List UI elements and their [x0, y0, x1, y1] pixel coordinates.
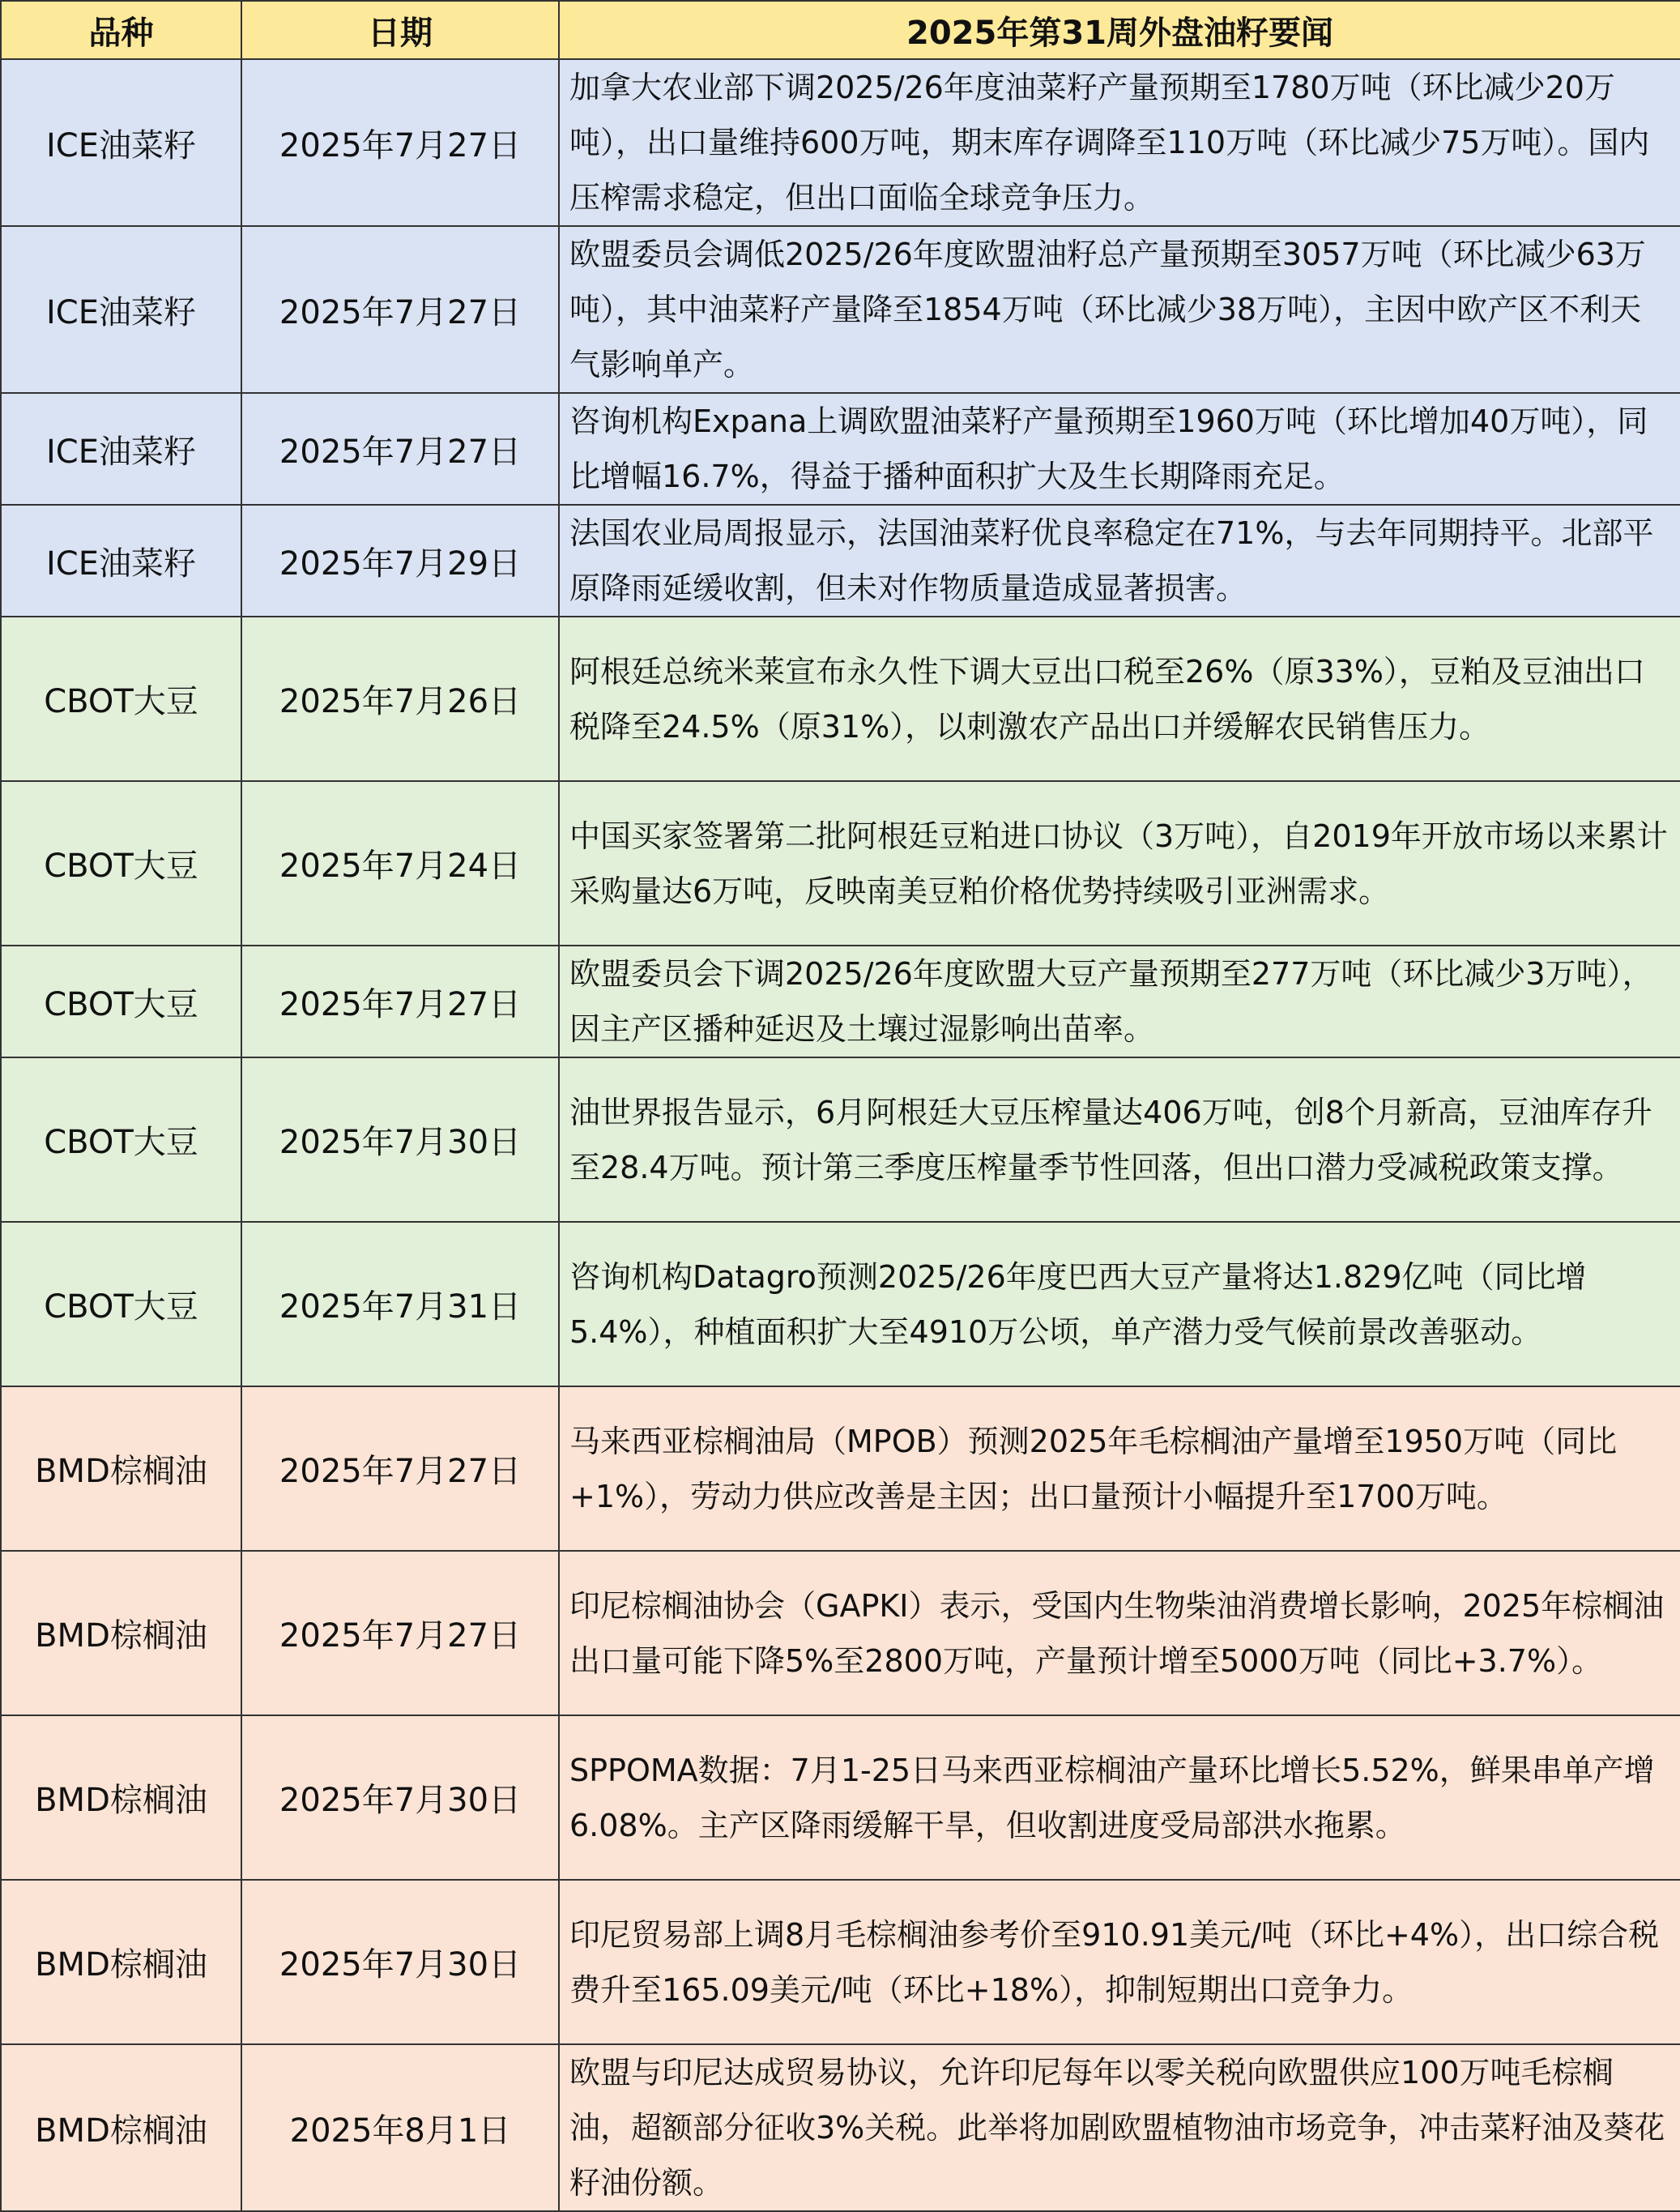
table-row	[1, 1880, 1680, 2044]
row-date: 2025年7月27日	[241, 946, 559, 1057]
row-date: 2025年7月30日	[241, 1057, 559, 1222]
row-date: 2025年7月26日	[241, 617, 559, 781]
table-header-row	[1, 1, 1680, 59]
row-date: 2025年7月31日	[241, 1222, 559, 1386]
table-row	[1, 1222, 1680, 1386]
row-date: 2025年7月27日	[241, 226, 559, 393]
row-category: CBOT大豆	[1, 781, 241, 946]
row-date: 2025年7月30日	[241, 1715, 559, 1880]
row-date: 2025年7月27日	[241, 393, 559, 505]
row-news-text: 欧盟委员会调低2025/26年度欧盟油籽总产量预期至3057万吨（环比减少63万吨），其中油菜籽产量降至1854万吨（环比减少38万吨），主因中欧产区不利天气影响单产。	[559, 226, 1680, 393]
row-category: CBOT大豆	[1, 617, 241, 781]
row-category: BMD棕榈油	[1, 1551, 241, 1715]
header-news-title: 2025年第31周外盘油籽要闻	[559, 1, 1680, 59]
table-row	[1, 2044, 1680, 2211]
row-category: BMD棕榈油	[1, 2044, 241, 2211]
table-row	[1, 393, 1680, 505]
row-news-text: 印尼棕榈油协会（GAPKI）表示，受国内生物柴油消费增长影响，2025年棕榈油出口量可能下降5%至2800万吨，产量预计增至5000万吨（同比+3.7%）。	[559, 1551, 1680, 1715]
row-date: 2025年7月30日	[241, 1880, 559, 2044]
row-date: 2025年7月27日	[241, 1386, 559, 1551]
row-date: 2025年7月27日	[241, 59, 559, 226]
row-category: ICE油菜籽	[1, 393, 241, 505]
table-row	[1, 781, 1680, 946]
row-category: CBOT大豆	[1, 946, 241, 1057]
row-news-text: SPPOMA数据：7月1-25日马来西亚棕榈油产量环比增长5.52%，鲜果串单产增6.08%。主产区降雨缓解干旱，但收割进度受局部洪水拖累。	[559, 1715, 1680, 1880]
row-date: 2025年7月27日	[241, 1551, 559, 1715]
header-date: 日期	[241, 1, 559, 59]
table-row	[1, 505, 1680, 617]
row-news-text: 马来西亚棕榈油局（MPOB）预测2025年毛棕榈油产量增至1950万吨（同比+1%），劳动力供应改善是主因；出口量预计小幅提升至1700万吨。	[559, 1386, 1680, 1551]
table-row	[1, 946, 1680, 1057]
row-date: 2025年7月24日	[241, 781, 559, 946]
row-news-text: 欧盟与印尼达成贸易协议，允许印尼每年以零关税向欧盟供应100万吨毛棕榈油，超额部分征收3%关税。此举将加剧欧盟植物油市场竞争，冲击菜籽油及葵花籽油份额。	[559, 2044, 1680, 2211]
table-row	[1, 1386, 1680, 1551]
row-news-text: 油世界报告显示，6月阿根廷大豆压榨量达406万吨，创8个月新高，豆油库存升至28.4万吨。预计第三季度压榨量季节性回落，但出口潜力受减税政策支撑。	[559, 1057, 1680, 1222]
row-category: BMD棕榈油	[1, 1715, 241, 1880]
row-news-text: 咨询机构Expana上调欧盟油菜籽产量预期至1960万吨（环比增加40万吨），同比增幅16.7%，得益于播种面积扩大及生长期降雨充足。	[559, 393, 1680, 505]
table-row	[1, 1715, 1680, 1880]
row-news-text: 欧盟委员会下调2025/26年度欧盟大豆产量预期至277万吨（环比减少3万吨），因主产区播种延迟及土壤过湿影响出苗率。	[559, 946, 1680, 1057]
row-news-text: 加拿大农业部下调2025/26年度油菜籽产量预期至1780万吨（环比减少20万吨），出口量维持600万吨，期末库存调降至110万吨（环比减少75万吨）。国内压榨需求稳定，但出口面临全球竞争压力。	[559, 59, 1680, 226]
row-category: BMD棕榈油	[1, 1386, 241, 1551]
row-news-text: 阿根廷总统米莱宣布永久性下调大豆出口税至26%（原33%），豆粕及豆油出口税降至24.5%（原31%），以刺激农产品出口并缓解农民销售压力。	[559, 617, 1680, 781]
table-row	[1, 226, 1680, 393]
row-news-text: 印尼贸易部上调8月毛棕榈油参考价至910.91美元/吨（环比+4%），出口综合税费升至165.09美元/吨（环比+18%），抑制短期出口竞争力。	[559, 1880, 1680, 2044]
row-category: CBOT大豆	[1, 1057, 241, 1222]
row-news-text: 中国买家签署第二批阿根廷豆粕进口协议（3万吨），自2019年开放市场以来累计采购量达6万吨，反映南美豆粕价格优势持续吸引亚洲需求。	[559, 781, 1680, 946]
row-date: 2025年8月1日	[241, 2044, 559, 2211]
table-row	[1, 1057, 1680, 1222]
row-news-text: 咨询机构Datagro预测2025/26年度巴西大豆产量将达1.829亿吨（同比增5.4%），种植面积扩大至4910万公顷，单产潜力受气候前景改善驱动。	[559, 1222, 1680, 1386]
table-row	[1, 617, 1680, 781]
row-category: ICE油菜籽	[1, 59, 241, 226]
row-category: ICE油菜籽	[1, 505, 241, 617]
header-category: 品种	[1, 1, 241, 59]
row-date: 2025年7月29日	[241, 505, 559, 617]
row-category: CBOT大豆	[1, 1222, 241, 1386]
table-row	[1, 59, 1680, 226]
row-category: BMD棕榈油	[1, 1880, 241, 2044]
table-row	[1, 1551, 1680, 1715]
row-category: ICE油菜籽	[1, 226, 241, 393]
row-news-text: 法国农业局周报显示，法国油菜籽优良率稳定在71%，与去年同期持平。北部平原降雨延缓收割，但未对作物质量造成显著损害。	[559, 505, 1680, 617]
